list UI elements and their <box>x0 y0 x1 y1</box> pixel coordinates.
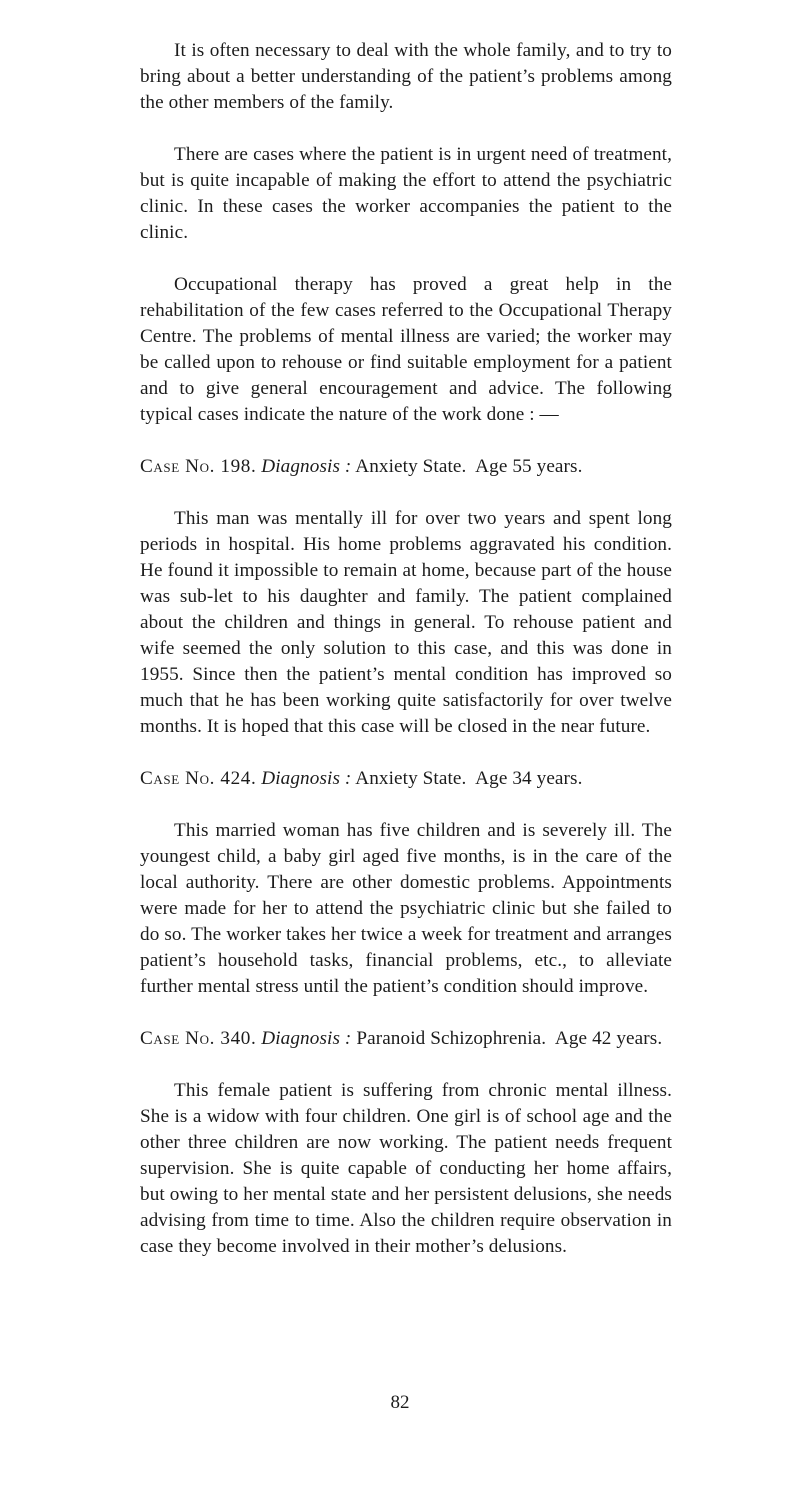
patient-age: Age 34 years. <box>475 768 583 789</box>
case-number: Case No. 340. <box>140 1028 257 1049</box>
patient-age: Age 42 years. <box>554 1028 663 1049</box>
intro-paragraph-urgent-cases: There are cases where the patient is in urgent need of treatment, but is quite incapable of making the effort to attend the psychiatric clinic. In these cases the worker accompanies the patient to the clinic. <box>140 144 672 243</box>
case-heading-424 <box>140 766 672 792</box>
diagnosis-value: Anxiety State. <box>355 456 467 477</box>
diagnosis-value: Paranoid Schizophrenia. <box>356 1028 547 1049</box>
case-description-340: This female patient is suffering from chronic mental illness. She is a widow with four children. One girl is of school age and the other three children are now working. The patient needs frequent supervision. She is quite capable of conducting her home affairs, but owing to her mental state and her persistent delusions, she needs advising from time to time. Also the children require observation in case they become involved in their mother’s delusions. <box>140 1080 672 1257</box>
case-description-198: This man was mentally ill for over two years and spent long periods in hospital. His home problems aggravated his condition. He found it impossible to remain at home, because part of the house was sub-let to his daughter and family. The patient complained about the children and things in general. To rehouse patient and wife seemed the only solution to this case, and this was done in 1955. Since then the patient’s mental condition has improved so much that he has been working quite satisfactorily for over twelve months. It is hoped that this case will be closed in the near future. <box>140 508 672 737</box>
intro-paragraph-occupational-therapy: Occupational therapy has proved a great help in the rehabilitation of the few cases referred to the Occupational Therapy Centre. The problems of mental illness are varied; the worker may be called upon to rehouse or find suitable employment for a patient and to give general encouragement and advice. The following typical cases indicate the nature of the work done : — <box>140 274 672 425</box>
page-body <box>140 38 672 1260</box>
case-heading-198 <box>140 454 672 480</box>
case-number: Case No. 198. <box>140 456 257 477</box>
case-description-424: This married woman has five children and is severely ill. The youngest child, a baby girl aged five months, is in the care of the local authority. There are other domestic problems. Appointments were made for her to attend the psychiatric clinic but she failed to do so. The worker takes her twice a week for treatment and arranges patient’s household tasks, financial problems, etc., to alleviate further mental stress until the patient’s condition should improve. <box>140 820 672 997</box>
case-number: Case No. 424. <box>140 768 257 789</box>
patient-age: Age 55 years. <box>475 456 583 477</box>
intro-paragraph-family: It is often necessary to deal with the whole family, and to try to bring about a better understanding of the patient’s problems among the other members of the family. <box>140 40 672 113</box>
diagnosis-label: Diagnosis : <box>261 768 352 789</box>
diagnosis-label: Diagnosis : <box>261 456 352 477</box>
diagnosis-value: Anxiety State. <box>355 768 467 789</box>
case-heading-340 <box>140 1026 672 1052</box>
page-number: 82 <box>390 1392 410 1413</box>
diagnosis-label: Diagnosis : <box>261 1028 352 1049</box>
